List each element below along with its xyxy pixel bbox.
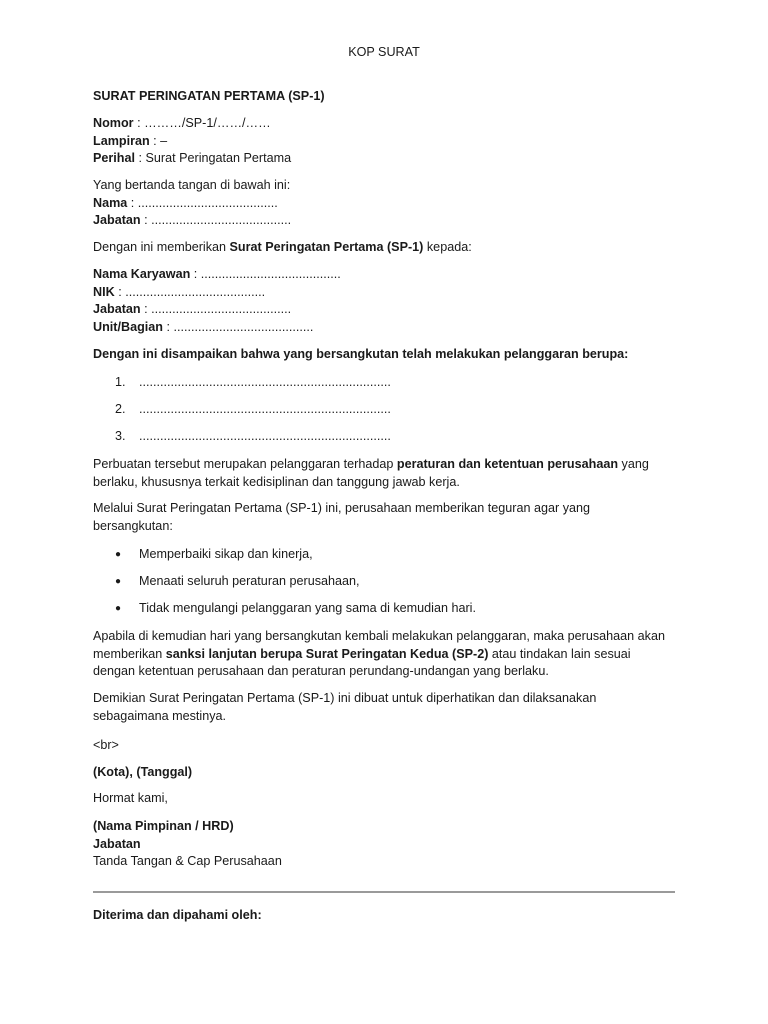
perihal-line: Perihal : Surat Peringatan Pertama (93, 151, 292, 165)
signer-block (93, 177, 683, 230)
violation-intro: Dengan ini disampaikan bahwa yang bersangkutan telah melakukan pelanggaran berupa: (93, 347, 629, 361)
closing-paragraph: Demikian Surat Peringatan Pertama (SP-1) ini dibuat untuk diperhatikan dan dilaksanakan sebagaimana mestinya. (93, 691, 597, 723)
signature-block (93, 818, 683, 871)
signer-intro: Yang bertanda tangan di bawah ini: (93, 178, 291, 192)
lampiran-line: Lampiran : – (93, 133, 168, 148)
warning-paragraph: Apabila di kemudian hari yang bersangkutan kembali melakukan pelanggaran, maka perusahaan akan memberikan sanksi lanjutan berupa Surat Peringatan Kedua (SP-2) atau tindakan lain sesuai dengan ketentuan perusahaan dan peraturan perundang-undangan yang berlaku. (93, 629, 665, 678)
divider (93, 891, 675, 893)
employee-jabatan-line: Jabatan : ........................................ (93, 302, 292, 316)
signer-position: Jabatan (93, 836, 141, 851)
consequence-paragraph: Perbuatan tersebut merupakan pelanggaran terhadap peraturan dan ketentuan perusahaan yang berlaku, khususnya terkait kedisiplinan dan tanggung jawab kerja. (93, 457, 649, 489)
employee-unit-line: Unit/Bagian : ........................................ (93, 319, 314, 334)
received-by: Diterima dan dipahami oleh: (93, 908, 262, 922)
employee-nama-line: Nama Karyawan : ........................................ (93, 267, 341, 281)
place-date: (Kota), (Tanggal) (93, 765, 193, 779)
reprimand-intro: Melalui Surat Peringatan Pertama (SP-1) ini, perusahaan memberikan teguran agar yang bersangkutan: (93, 501, 591, 533)
employee-nik-line: NIK : ........................................ (93, 284, 266, 299)
signer-jabatan-line: Jabatan : ........................................ (93, 213, 292, 227)
bullet-icon: ● (115, 549, 122, 560)
signer-name: (Nama Pimpinan / HRD) (93, 819, 234, 833)
nomor-line: Nomor : ………/SP-1/……/…… (93, 116, 271, 130)
bullet-icon: ● (115, 603, 122, 614)
bullet-icon: ● (115, 576, 122, 587)
signer-nama-line: Nama : ........................................ (93, 195, 278, 210)
letter-title: SURAT PERINGATAN PERTAMA (SP-1) (93, 89, 325, 103)
regards: Hormat kami, (93, 791, 168, 805)
literal-br-text: <br> (93, 738, 119, 752)
signature-stamp-note: Tanda Tangan & Cap Perusahaan (93, 854, 282, 868)
kop-surat: KOP SURAT (348, 45, 420, 59)
given-to-line: Dengan ini memberikan Surat Peringatan Pertama (SP-1) kepada: (93, 240, 472, 254)
letter-meta (93, 115, 683, 168)
employee-block (93, 266, 683, 336)
